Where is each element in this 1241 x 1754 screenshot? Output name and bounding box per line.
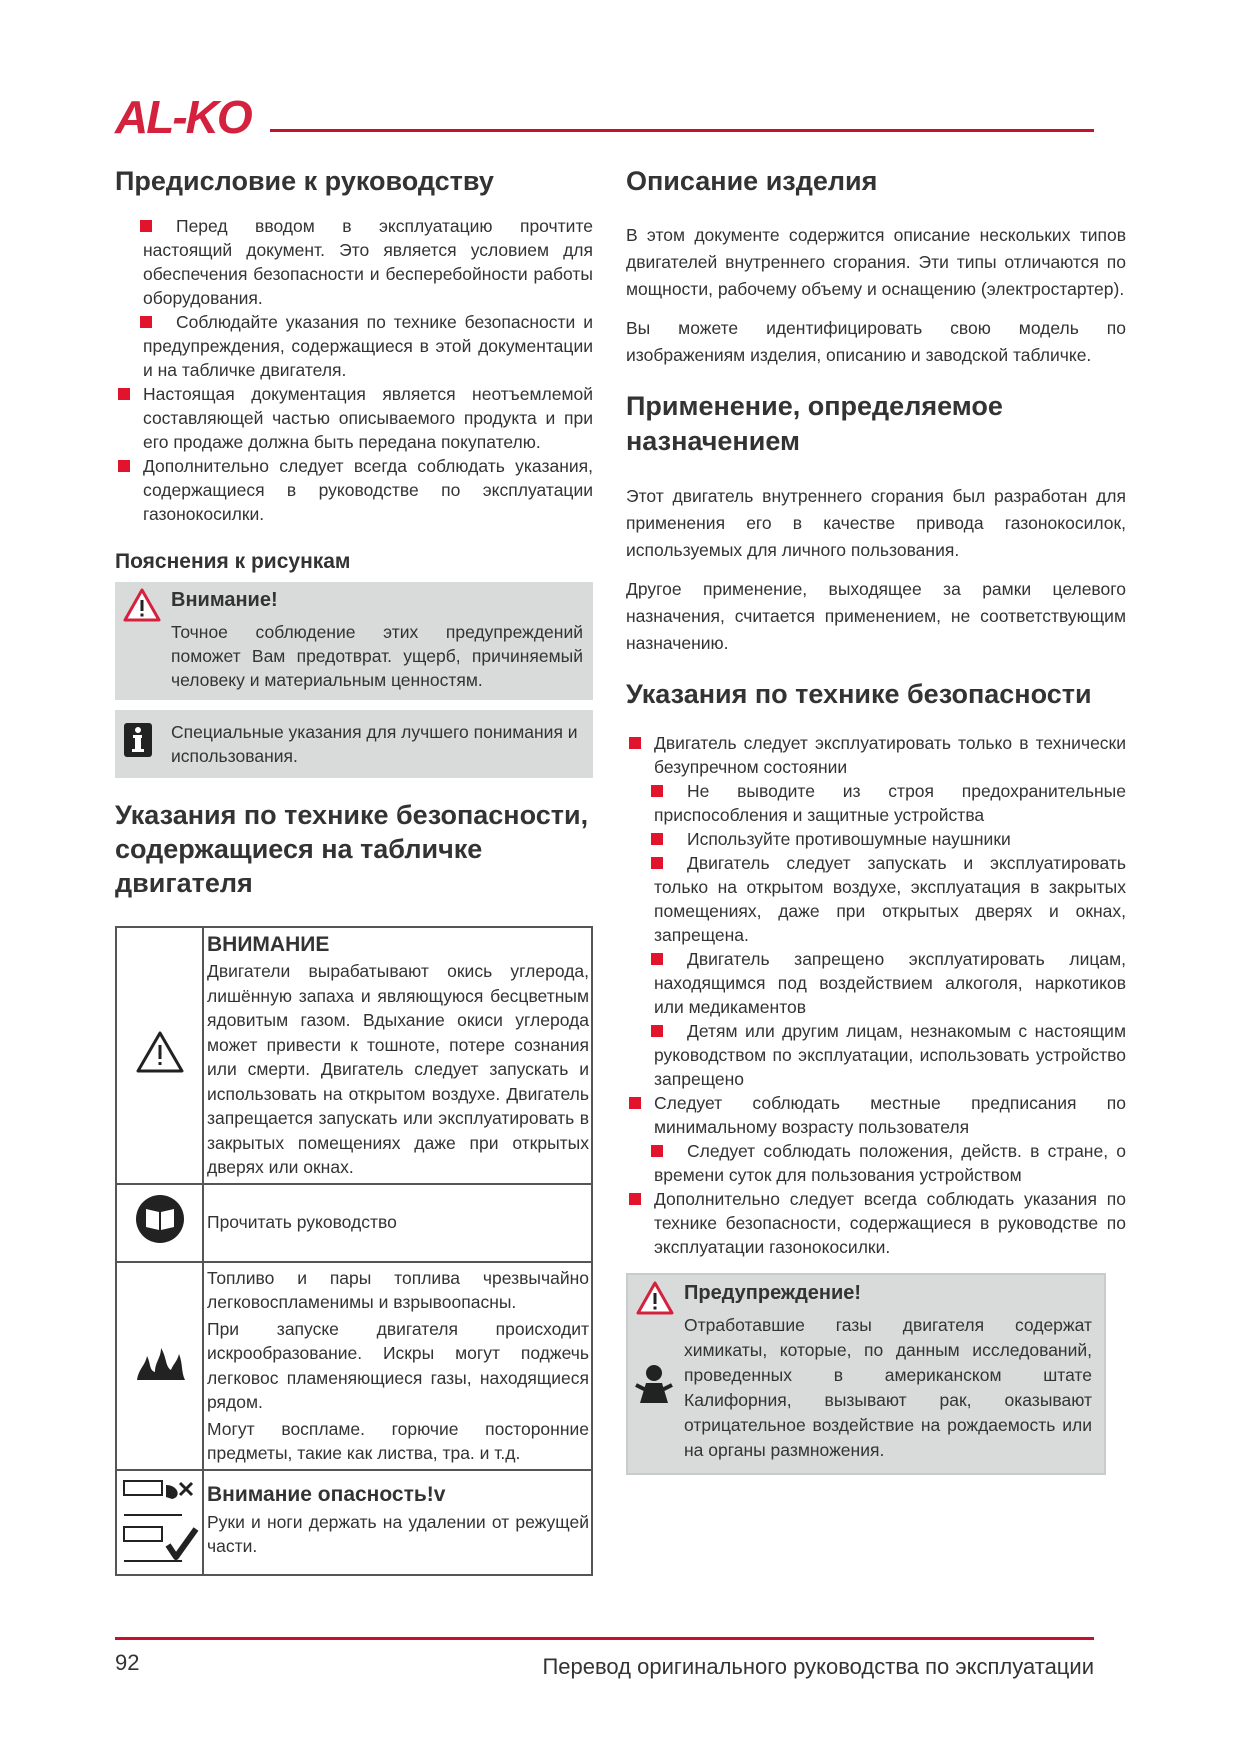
list-item: Дополнительно следует всегда соблюдать указания, содержащиеся в руководстве по эксплуатации газонокосилки.: [115, 454, 593, 526]
plate-table: [115, 926, 593, 1576]
plate-icon-cell: [116, 927, 203, 1184]
plate-text: Могут воспламе. горючие посторонние предметы, такие как листва, тра. и т.д.: [207, 1418, 589, 1463]
info-icon: [123, 722, 153, 758]
intended-use-paragraph: Другое применение, выходящее за рамки целевого назначения, считается применением, не соответствующим назначению.: [626, 579, 1126, 653]
plate-heading: Внимание опасность!v: [207, 1482, 446, 1506]
list-item: Перед вводом в эксплуатацию прочтите настоящий документ. Это является условием для обеспечения безопасности и бесперебойности работы оборудования.: [115, 214, 593, 310]
blade-hazard-icon: [120, 1475, 200, 1567]
footer-caption: Перевод оригинального руководства по эксплуатации: [542, 1654, 1094, 1679]
list-item: Двигатель запрещено эксплуатировать лицам, находящимся под воздействием алкоголя, наркотиков или медикаментов: [626, 947, 1126, 1019]
table-row: [116, 927, 592, 1184]
list-item: Настоящая документация является неотъемлемой составляющей частью описываемого продукта и при его продаже должна быть передана покупателю.: [115, 382, 593, 454]
info-note-text: Специальные указания для лучшего понимания и использования.: [171, 722, 578, 766]
list-item: Двигатель следует эксплуатировать только в технически безупречном состоянии: [626, 731, 1126, 779]
toxic-gas-icon: [634, 1363, 674, 1407]
footer-rule: [115, 1637, 1094, 1640]
table-row: [116, 1262, 592, 1470]
plate-icon-cell: [116, 1184, 203, 1262]
plate-text-cell: [203, 1470, 592, 1576]
list-item: Соблюдайте указания по технике безопасности и предупреждения, содержащиеся в этой документации и на табличке двигателя.: [115, 310, 593, 382]
alko-logo: AL-KO: [115, 91, 251, 143]
exhaust-warning-note: [626, 1273, 1106, 1475]
header-rule: [270, 129, 1094, 132]
plate-text: Топливо и пары топлива чрезвычайно легковоспламенимы и взрывоопасны.: [207, 1267, 589, 1312]
plate-title: Указания по технике безопасности, содержащиеся на табличке двигателя: [115, 800, 589, 898]
table-row: [116, 1470, 592, 1576]
info-note: [115, 710, 593, 778]
plate-icon-cell: [116, 1470, 203, 1576]
warning-note-text: Точное соблюдение этих предупреждений поможет Вам предотврат. ущерб, причиняемый человеку и материальным ценностям.: [171, 622, 583, 690]
safety-list: [626, 731, 1126, 1259]
list-item: Детям или другим лицам, незнакомым с настоящим руководством по эксплуатации, использовать устройство запрещено: [626, 1019, 1126, 1091]
safety-title: Указания по технике безопасности: [626, 679, 1092, 709]
page-number: 92: [115, 1650, 140, 1675]
foreword-list: [115, 214, 593, 526]
intended-use-title: Применение, определяемое назначением: [626, 391, 1003, 456]
description-paragraph: В этом документе содержится описание нескольких типов двигателей внутреннего сгорания. Эти типы отличаются по мощности, рабочему объему и оснащению (электростартер).: [626, 225, 1126, 299]
list-item: Двигатель следует запускать и эксплуатировать только на открытом воздухе, эксплуатация в закрытых помещениях, даже при открытых дверях и окнах, запрещена.: [626, 851, 1126, 947]
plate-text-cell: [203, 927, 592, 1184]
plate-text-cell: [203, 1262, 592, 1470]
plate-icon-cell: [116, 1262, 203, 1470]
plate-heading: ВНИМАНИЕ: [207, 933, 330, 956]
warning-note-title: Внимание!: [171, 589, 278, 611]
right-column: [626, 164, 1126, 1475]
list-item: Используйте противошумные наушники: [626, 827, 1126, 851]
list-item: Следует соблюдать положения, действ. в стране, о времени суток для пользования устройством: [626, 1139, 1126, 1187]
description-paragraph: Вы можете идентифицировать свою модель по изображениям изделия, описанию и заводской табличке.: [626, 318, 1126, 365]
exhaust-warning-text: Отработавшие газы двигателя содержат химикаты, которые, по данным исследований, проведенных в американском штате Калифорния, вызывают рак, оказывают отрицательное воздействие на рождаемость или на органы размножения.: [684, 1315, 1092, 1460]
plate-text: Руки и ноги держать на удалении от режущей части.: [207, 1511, 589, 1556]
warning-triangle-icon: [636, 1281, 674, 1315]
foreword-title: Предисловие к руководству: [115, 166, 494, 196]
exhaust-warning-title: Предупреждение!: [684, 1282, 862, 1304]
left-column: [115, 164, 593, 1576]
warning-note: [115, 582, 593, 700]
list-item: Следует соблюдать местные предписания по минимальному возрасту пользователя: [626, 1091, 1126, 1139]
plate-text: Двигатели вырабатывают окись углерода, лишённую запаха и являющуюся бесцветным ядовитым газом. Вдыхание окиси углерода может привести к тошноте, потере сознания или смерти. Двигатель следует запускать и использовать на открытом воздухе. Двигатель запрещается запускать или эксплуатировать в закрытых помещениях даже при открытых дверях или окнах.: [207, 961, 589, 1177]
plate-text-cell: [203, 1184, 592, 1262]
warning-triangle-icon: [123, 588, 161, 622]
warning-triangle-icon: [135, 1030, 185, 1074]
plate-text: Прочитать руководство: [207, 1212, 397, 1233]
fire-icon: [133, 1342, 187, 1382]
intended-use-paragraph: Этот двигатель внутреннего сгорания был разработан для применения его в качестве привода газонокосилок, используемых для личного пользования.: [626, 486, 1126, 560]
table-row: [116, 1184, 592, 1262]
plate-text: При запуске двигателя происходит искрообразование. Искры могут поджечь легковос пламеняющиеся газы, находящиеся рядом.: [207, 1318, 589, 1412]
list-item: Дополнительно следует всегда соблюдать указания по технике безопасности, содержащиеся в руководстве по эксплуатации газонокосилки.: [626, 1187, 1126, 1259]
read-manual-icon: [134, 1193, 186, 1245]
legend-title: Пояснения к рисункам: [115, 550, 351, 573]
description-title: Описание изделия: [626, 166, 878, 196]
list-item: Не выводите из строя предохранительные приспособления и защитные устройства: [626, 779, 1126, 827]
